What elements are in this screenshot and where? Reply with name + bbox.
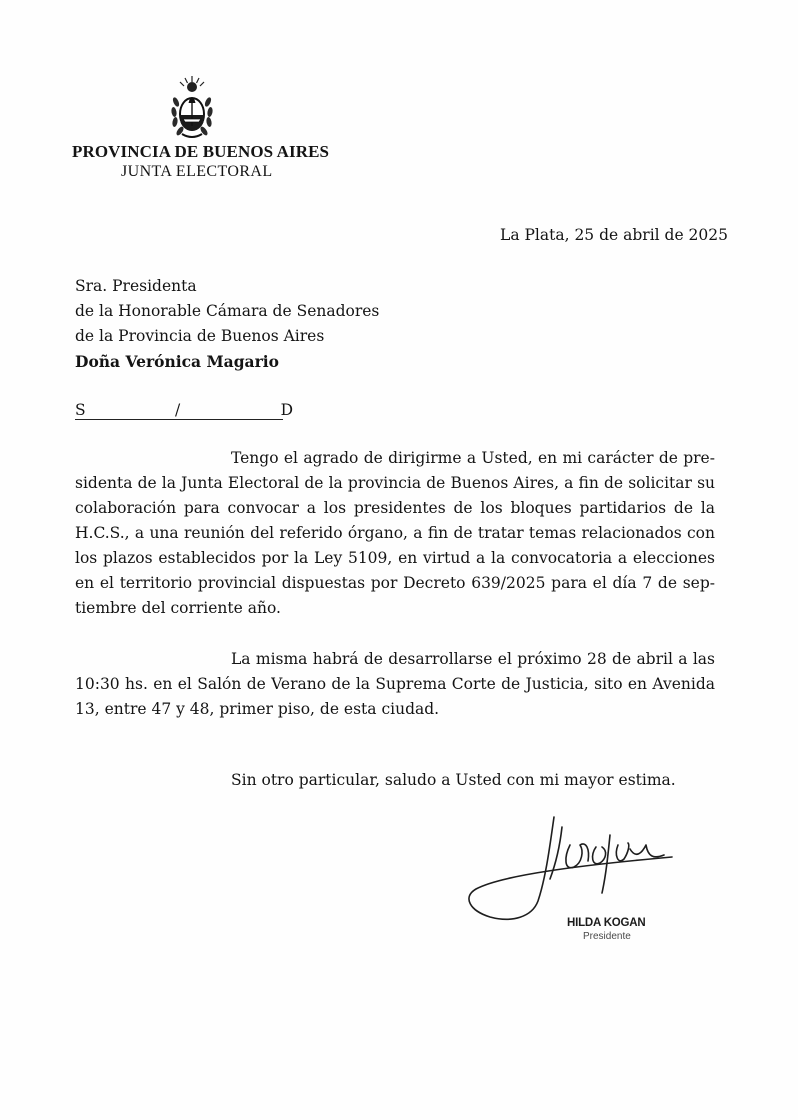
closing-line: Sin otro particular, saludo a Usted con mi mayor estima.	[231, 771, 676, 789]
org-subtitle: JUNTA ELECTORAL	[121, 163, 273, 180]
addressee-line: Sra. Presidenta	[75, 277, 197, 295]
salutation-sd-line	[75, 401, 293, 423]
signer-name: HILDA KOGAN	[567, 917, 646, 929]
addressee-line: de la Honorable Cámara de Senadores	[75, 302, 380, 320]
addressee-line: de la Provincia de Buenos Aires	[75, 327, 325, 345]
sd-d: D	[280, 401, 293, 419]
sd-underline	[75, 419, 283, 420]
org-title: PROVINCIA DE BUENOS AIRES	[72, 142, 330, 161]
body-paragraph: La misma habrá de desarrollarse el próximo 28 de abril a las 10:30 hs. en el Salón de Verano de la Suprema Corte de Justicia, sito en Avenida 13, entre 47 y 48, primer piso, de esta ciudad.	[75, 650, 715, 718]
sd-s: S	[75, 401, 86, 419]
signature-icon	[452, 805, 692, 930]
signer-title: Presidente	[583, 931, 631, 942]
addressee-name: Doña Verónica Magario	[75, 352, 279, 371]
letter-date: La Plata, 25 de abril de 2025	[500, 226, 728, 244]
sd-slash: /	[175, 401, 181, 419]
body-paragraph: Tengo el agrado de dirigirme a Usted, en mi carácter de presidenta de la Junta Electoral de la provincia de Buenos Aires, a fin de solicitar su colaboración para convocar a los presidentes de los bloques partidarios de la H.C.S., a una reunión del referido órgano, a fin de tratar temas relacionados con los plazos establecidos por la Ley 5109, en virtud a la convocatoria a elecciones en el territorio provincial dispuestas por Decreto 639/2025 para el día 7 de septiembre del corriente año.	[75, 449, 715, 617]
argentine-coat-of-arms-icon	[168, 72, 216, 142]
